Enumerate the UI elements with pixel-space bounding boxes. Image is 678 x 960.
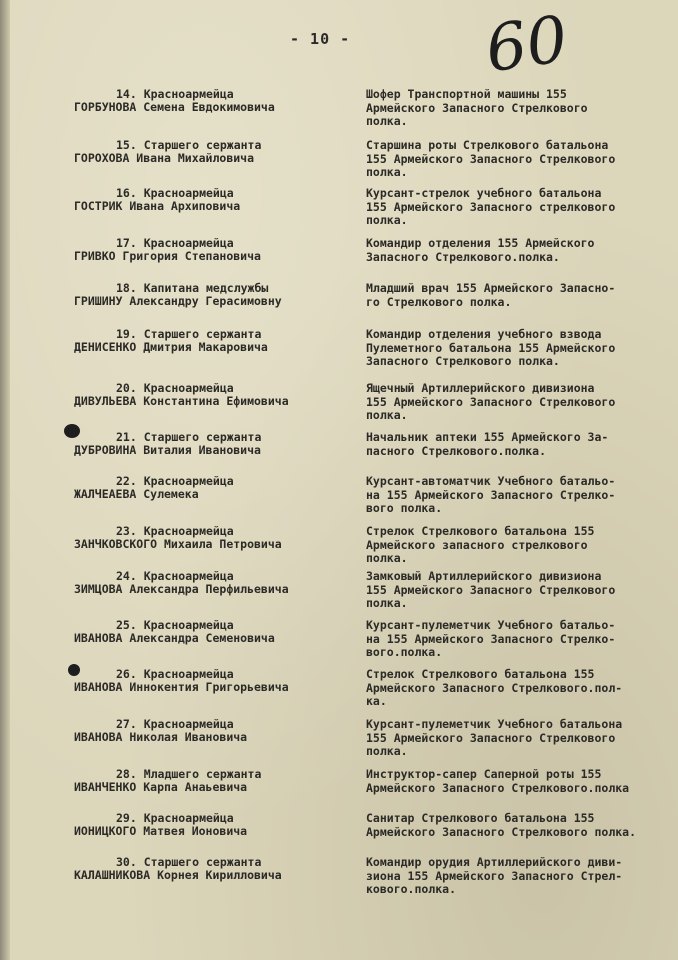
entry-rank: 22. Красноармейца (116, 474, 234, 488)
entry-position: Командир отделения учебного взвода Пулеметного батальона 155 Армейского Запасного Стрелкового полка. (366, 327, 616, 368)
handwritten-page-number: 60 (481, 2, 573, 88)
entry-name: ЗАНЧКОВСКОГО Михаила Петровича (74, 537, 282, 551)
punch-hole (64, 424, 80, 438)
entry-rank: 20. Красноармейца (116, 381, 234, 395)
entry-name: ГРИВКО Григория Степановича (74, 249, 261, 263)
entry-name: ИВАНОВА Иннокентия Григорьевича (74, 680, 289, 694)
entry-rank: 18. Капитана медслужбы (116, 281, 269, 295)
entry-name: ГОСТРИК Ивана Архиповича (74, 199, 241, 213)
entry-name: ГРИШИНУ Александру Герасимовну (74, 294, 282, 308)
entry-position: Шофер Транспортной машины 155 Армейского Запасного Стрелкового полка. (366, 87, 588, 128)
entry-position: Стрелок Стрелкового батальона 155 Армейского запасного стрелкового полка. (366, 524, 595, 565)
entry-name: ГОРОХОВА Ивана Михайловича (74, 151, 255, 165)
entry-name: ИВАНОВА Александра Семеновича (74, 631, 275, 645)
entry-position: Командир орудия Артиллерийского диви- зиона 155 Армейского Запасного Стрел- кового.полка. (366, 855, 623, 896)
entry-position: Ящечный Артиллерийского дивизиона 155 Армейского Запасного Стрелкового полка. (366, 381, 616, 422)
entry-position: Инструктор-сапер Саперной роты 155 Армейского Запасного Стрелкового.полка (366, 767, 630, 795)
entry-position: Старшина роты Стрелкового батальона 155 Армейского Запасного Стрелкового полка. (366, 138, 616, 179)
entry-name: ДУБРОВИНА Виталия Ивановича (74, 443, 261, 457)
entry-name: ДИВУЛЬЕВА Константина Ефимовича (74, 394, 289, 408)
page-edge-shadow (0, 0, 10, 960)
entry-name: ИВАНЧЕНКО Карпа Анаьевича (74, 780, 248, 794)
entry-rank: 24. Красноармейца (116, 569, 234, 583)
entry-name: ЗИМЦОВА Александра Перфильевича (74, 582, 289, 596)
entry-rank: 14. Красноармейца (116, 87, 234, 101)
entry-position: Курсант-стрелок учебного батальона 155 Армейского Запасного стрелкового полка. (366, 186, 616, 227)
entry-rank: 28. Младшего сержанта (116, 767, 262, 781)
entry-position: Младший врач 155 Армейского Запасно- го Стрелкового полка. (366, 281, 616, 309)
entry-rank: 23. Красноармейца (116, 524, 234, 538)
entry-rank: 15. Старшего сержанта (116, 138, 262, 152)
entry-position: Начальник аптеки 155 Армейского За- пасного Стрелкового.полка. (366, 430, 609, 458)
entry-position: Курсант-автоматчик Учебного батальо- на 155 Армейского Запасного Стрелко- вого полка. (366, 474, 616, 515)
entry-rank: 17. Красноармейца (116, 236, 234, 250)
entry-position: Курсант-пулеметчик Учебного батальона 155 Армейского Запасного Стрелкового полка. (366, 717, 623, 758)
punch-hole (68, 664, 80, 676)
entry-name: ГОРБУНОВА Семена Евдокимовича (74, 100, 275, 114)
entry-position: Замковый Артиллерийского дивизиона 155 Армейского Запасного Стрелкового полка. (366, 569, 616, 610)
entry-rank: 30. Старшего сержанта (116, 855, 262, 869)
page-number: - 10 - (290, 30, 351, 48)
entry-rank: 25. Красноармейца (116, 618, 234, 632)
entry-position: Курсант-пулеметчик Учебного батальо- на 155 Армейского Запасного Стрелко- вого.полка. (366, 618, 616, 659)
entry-rank: 16. Красноармейца (116, 186, 234, 200)
entry-position: Санитар Стрелкового батальона 155 Армейского Запасного Стрелкового полка. (366, 811, 637, 839)
entry-position: Командир отделения 155 Армейского Запасного Стрелкового.полка. (366, 236, 595, 264)
entry-name: ДЕНИСЕНКО Дмитрия Макаровича (74, 340, 268, 354)
entry-name: ИОНИЦКОГО Матвея Ионовича (74, 824, 248, 838)
entry-rank: 29. Красноармейца (116, 811, 234, 825)
entry-name: ЖАЛЧЕАЕВА Сулемека (74, 487, 199, 501)
entry-rank: 26. Красноармейца (116, 667, 234, 681)
entry-name: ИВАНОВА Николая Ивановича (74, 730, 248, 744)
entry-rank: 27. Красноармейца (116, 717, 234, 731)
entry-rank: 21. Старшего сержанта (116, 430, 262, 444)
entry-rank: 19. Старшего сержанта (116, 327, 262, 341)
entry-position: Стрелок Стрелкового батальона 155 Армейского Запасного Стрелкового.пол- ка. (366, 667, 623, 708)
entry-name: КАЛАШНИКОВА Корнея Кирилловича (74, 868, 282, 882)
